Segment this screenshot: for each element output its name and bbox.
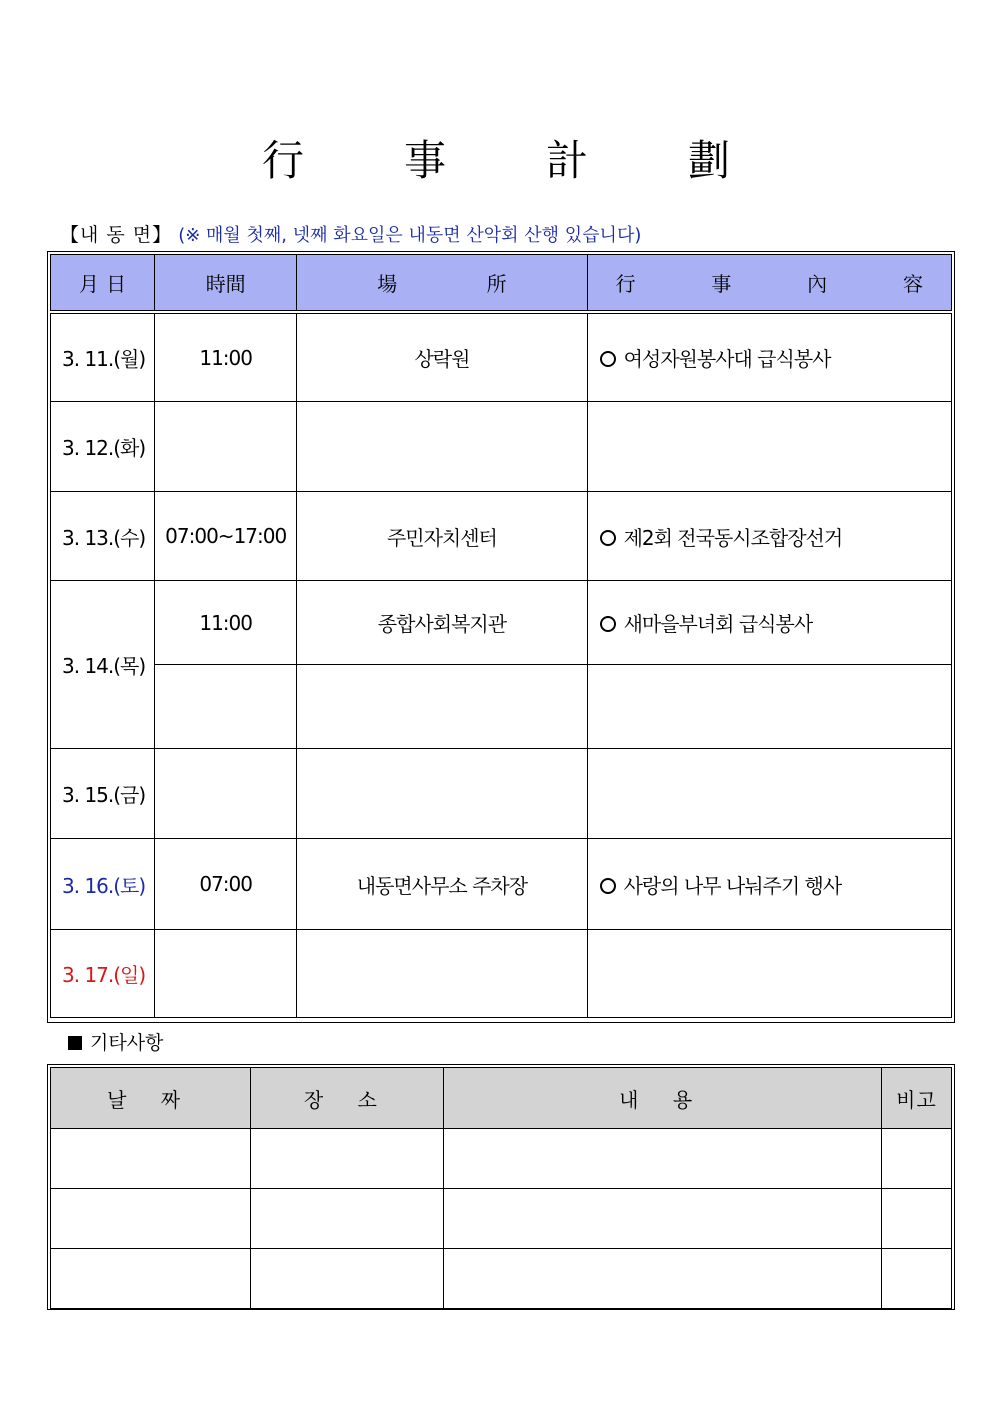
- header-content: 내 용: [444, 1068, 881, 1129]
- row-date: 3. 17.(일): [51, 930, 155, 1018]
- row-time: [155, 749, 297, 839]
- row-date: 3. 16.(토): [51, 839, 155, 930]
- table-row: [51, 1249, 952, 1309]
- row-time: [155, 402, 297, 492]
- cell-place: [251, 1129, 444, 1189]
- table-row: [51, 492, 952, 581]
- row-content: [587, 665, 951, 749]
- table-row: [51, 930, 952, 1018]
- row-date: 3. 14.(목): [51, 581, 155, 749]
- table-row: [51, 402, 952, 492]
- row-content: 제2회 전국동시조합장선거: [587, 492, 951, 581]
- section-heading: 【내 동 면】: [60, 224, 173, 246]
- table-row: [51, 1189, 952, 1249]
- other-section-heading: 기타사항: [68, 1028, 163, 1055]
- row-content: 새마을부녀회 급식봉사: [587, 581, 951, 665]
- row-place: 주민자치센터: [297, 492, 587, 581]
- header-date: 月 日: [51, 255, 155, 311]
- header-note: 비고: [881, 1068, 951, 1129]
- title-char: 事: [403, 136, 446, 185]
- cell-place: [251, 1249, 444, 1309]
- cell-note: [881, 1129, 951, 1189]
- row-time: [155, 930, 297, 1018]
- circle-bullet-icon: [600, 530, 616, 546]
- square-bullet-icon: [68, 1036, 82, 1050]
- table-row: [51, 314, 952, 402]
- cell-content: [444, 1249, 881, 1309]
- row-place: [297, 665, 587, 749]
- page-title: [0, 128, 992, 188]
- cell-date: [51, 1129, 251, 1189]
- row-time: 07:00~17:00: [155, 492, 297, 581]
- title-char: 劃: [688, 136, 731, 185]
- row-time: [155, 665, 297, 749]
- title-char: 計: [546, 136, 589, 185]
- row-time: 11:00: [155, 314, 297, 402]
- row-date: 3. 15.(금): [51, 749, 155, 839]
- row-time: 11:00: [155, 581, 297, 665]
- section-note: (※ 매월 첫째, 넷째 화요일은 내동면 산악회 산행 있습니다): [178, 225, 642, 246]
- cell-date: [51, 1189, 251, 1249]
- circle-bullet-icon: [600, 616, 616, 632]
- header-content: 行 事 內 容: [587, 255, 951, 311]
- table-row: [51, 749, 952, 839]
- row-content: 여성자원봉사대 급식봉사: [587, 314, 951, 402]
- row-content: [587, 402, 951, 492]
- cell-place: [251, 1189, 444, 1249]
- cell-content: [444, 1189, 881, 1249]
- header-time: 時間: [155, 255, 297, 311]
- schedule-table-frame: [47, 251, 955, 1023]
- row-content: [587, 930, 951, 1018]
- row-place: 내동면사무소 주차장: [297, 839, 587, 930]
- table-row: [51, 839, 952, 930]
- circle-bullet-icon: [600, 878, 616, 894]
- cell-note: [881, 1189, 951, 1249]
- cell-content: [444, 1129, 881, 1189]
- table-row: [51, 581, 952, 665]
- schedule-table: [50, 254, 952, 1018]
- cell-date: [51, 1249, 251, 1309]
- other-table-frame: [47, 1064, 955, 1310]
- row-place: 상락원: [297, 314, 587, 402]
- circle-bullet-icon: [600, 351, 616, 367]
- section-subtitle: [60, 220, 641, 247]
- table-row: [51, 1129, 952, 1189]
- row-date: 3. 13.(수): [51, 492, 155, 581]
- row-place: 종합사회복지관: [297, 581, 587, 665]
- row-place: [297, 749, 587, 839]
- row-date: 3. 12.(화): [51, 402, 155, 492]
- other-table: [50, 1067, 952, 1309]
- header-place: 장 소: [251, 1068, 444, 1129]
- row-date: 3. 11.(월): [51, 314, 155, 402]
- row-content: 사랑의 나무 나눠주기 행사: [587, 839, 951, 930]
- row-place: [297, 402, 587, 492]
- cell-note: [881, 1249, 951, 1309]
- title-char: 行: [261, 136, 304, 185]
- other-header-row: [51, 1068, 952, 1129]
- row-content: [587, 749, 951, 839]
- header-place: 場 所: [297, 255, 587, 311]
- schedule-header-row: [51, 255, 952, 311]
- header-date: 날 짜: [51, 1068, 251, 1129]
- row-time: 07:00: [155, 839, 297, 930]
- row-place: [297, 930, 587, 1018]
- table-row: [51, 665, 952, 749]
